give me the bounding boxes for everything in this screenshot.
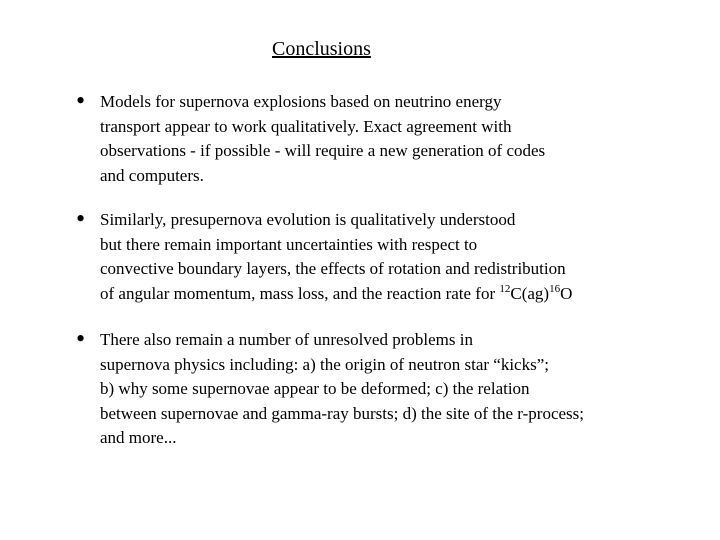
bullet-dot-icon: • [76, 204, 86, 233]
bullet-line: Similarly, presupernova evolution is qualitatively understood [100, 210, 516, 229]
bullet-item [76, 324, 696, 451]
bullet-line-reaction [100, 282, 696, 307]
reaction-text-post: O [560, 283, 573, 303]
bullet-dot-icon: • [76, 86, 86, 115]
reaction-text-mid: C(ag) [510, 283, 550, 303]
bullet-line: Models for supernova explosions based on neutrino energy [100, 92, 502, 111]
bullet-text [76, 204, 696, 306]
bullet-line: convective boundary layers, the effects of rotation and redistribution [100, 259, 566, 278]
bullet-line: There also remain a number of unresolved problems in [100, 330, 473, 349]
bullet-text [76, 86, 696, 188]
isotope-superscript: 12 [499, 282, 511, 295]
bullet-dot-icon: • [76, 324, 86, 353]
bullet-line: and more... [100, 428, 177, 447]
slide-title: Conclusions [272, 38, 371, 60]
bullet-line: between supernovae and gamma-ray bursts; d) the site of the r-process; [100, 403, 584, 423]
bullet-line: and computers. [100, 165, 204, 185]
bullet-line: observations - if possible - will require a new generation of codes [100, 141, 546, 160]
bullet-line: supernova physics including: a) the origin of neutron star “kicks”; [100, 354, 549, 374]
bullet-item [76, 86, 696, 188]
bullet-line: b) why some supernovae appear to be deformed; c) the relation [100, 379, 530, 398]
reaction-text-pre: of angular momentum, mass loss, and the reaction rate for [100, 283, 500, 303]
bullet-line: transport appear to work qualitatively. Exact agreement with [100, 116, 512, 136]
isotope-superscript: 16 [549, 282, 561, 295]
bullet-item [76, 204, 696, 306]
bullet-text [76, 324, 696, 451]
bullet-line: but there remain important uncertainties with respect to [100, 234, 478, 254]
